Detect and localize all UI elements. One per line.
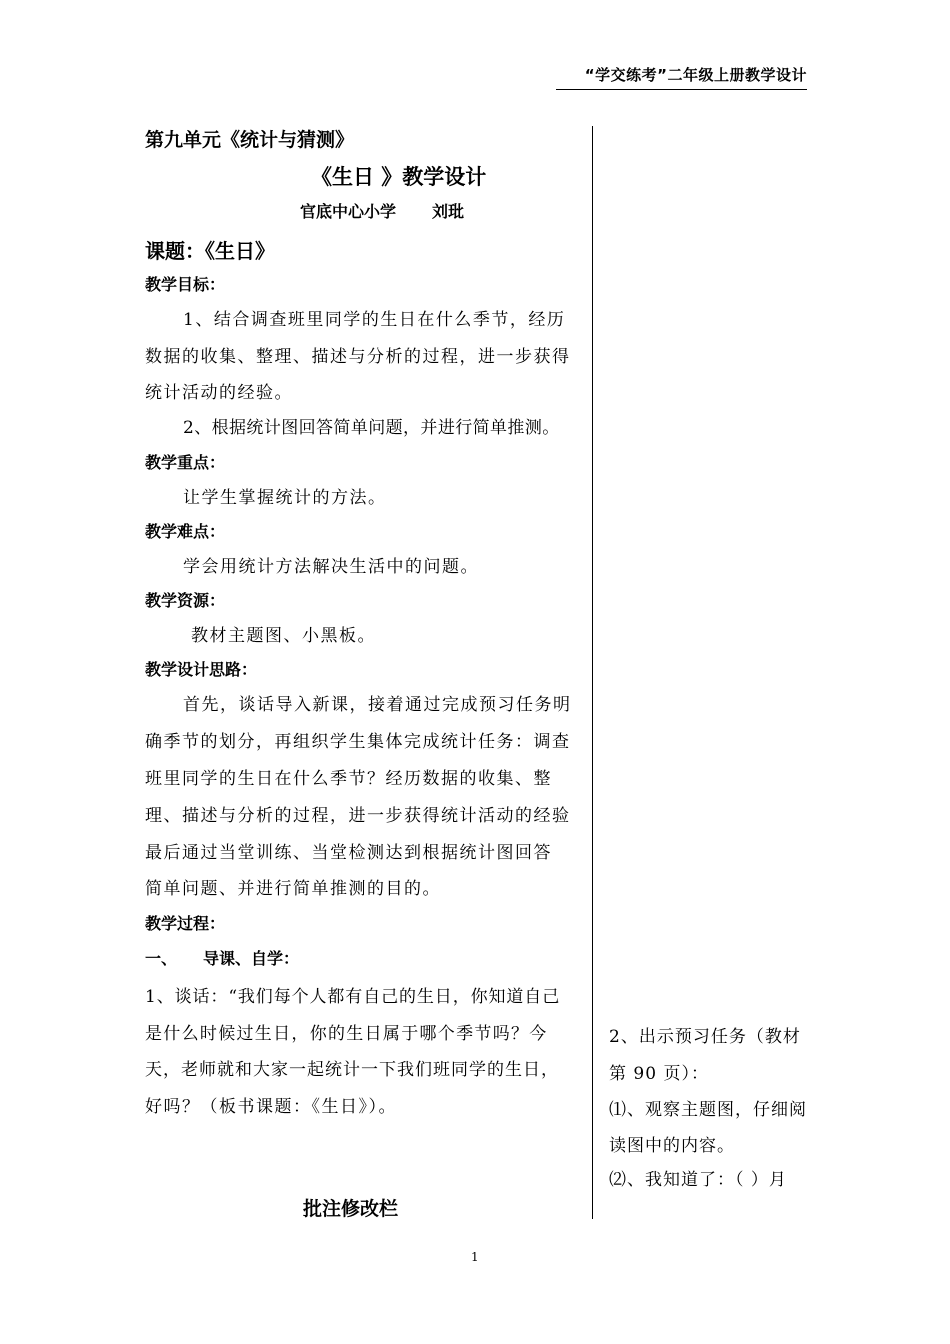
author-school: 官底中心小学 [300,202,397,221]
resources-heading: 教学资源： [145,591,226,610]
resources-text: 教材主题图、小黑板。 [191,626,376,646]
goals-line: 1、结合调查班里同学的生日在什么季节，经历 [183,310,566,330]
process-line: 天，老师就和大家一起统计一下我们班同学的生日， [145,1060,559,1080]
process-step-number: 一、 [145,949,178,968]
sidebar-line: 2、出示预习任务（教材 [609,1027,801,1047]
design-ideas-line: 班里同学的生日在什么季节？经历数据的收集、整 [145,769,552,789]
difficulties-text: 学会用统计方法解决生活中的问题。 [183,557,479,577]
lesson-title: 《生日 》教学设计 [311,165,487,189]
design-ideas-line: 最后通过当堂训练、当堂检测达到根据统计图回答 [145,843,552,863]
goals-line: 统计活动的经验。 [145,383,293,403]
design-ideas-line: 简单问题、并进行简单推测的目的。 [145,879,441,899]
annotation-column-label: 批注修改栏 [303,1198,399,1220]
sidebar-line: ⑵、我知道了：（ ）月 [609,1170,787,1190]
goals-line: 数据的收集、整理、描述与分析的过程，进一步获得 [145,347,571,367]
author-line [300,199,464,222]
process-step-title: 导课、自学： [203,949,300,968]
page-header: “学交练考”二年级上册教学设计 [556,64,807,90]
page-number: 1 [471,1250,479,1264]
author-name: 刘玭 [432,202,465,221]
design-ideas-heading: 教学设计思路： [145,660,258,679]
difficulties-heading: 教学难点： [145,522,226,541]
key-points-heading: 教学重点： [145,453,226,472]
key-points-text: 让学生掌握统计的方法。 [183,488,387,508]
process-heading: 教学过程： [145,914,226,933]
unit-title: 第九单元《统计与猜测》 [145,129,355,151]
column-divider [592,126,593,1219]
topic-heading: 课题：《生日》 [145,239,275,263]
process-line: 1、谈话：“我们每个人都有自己的生日，你知道自己 [145,987,561,1007]
goals-heading: 教学目标： [145,275,226,294]
design-ideas-line: 确季节的划分，再组织学生集体完成统计任务：调查 [145,732,571,752]
sidebar-line: 第 90 页）： [609,1064,709,1084]
process-line: 是什么时候过生日，你的生日属于哪个季节吗？今 [145,1024,548,1044]
process-line: 好吗？（板书课题：《生日》）。 [145,1097,397,1117]
design-ideas-line: 理、描述与分析的过程，进一步获得统计活动的经验 [145,806,571,826]
sidebar-line: ⑴、观察主题图，仔细阅 [609,1100,807,1120]
sidebar-line: 读图中的内容。 [609,1136,735,1156]
goals-line: 2、根据统计图回答简单问题，并进行简单推测。 [183,418,560,438]
design-ideas-line: 首先，谈话导入新课，接着通过完成预习任务明 [183,695,572,715]
